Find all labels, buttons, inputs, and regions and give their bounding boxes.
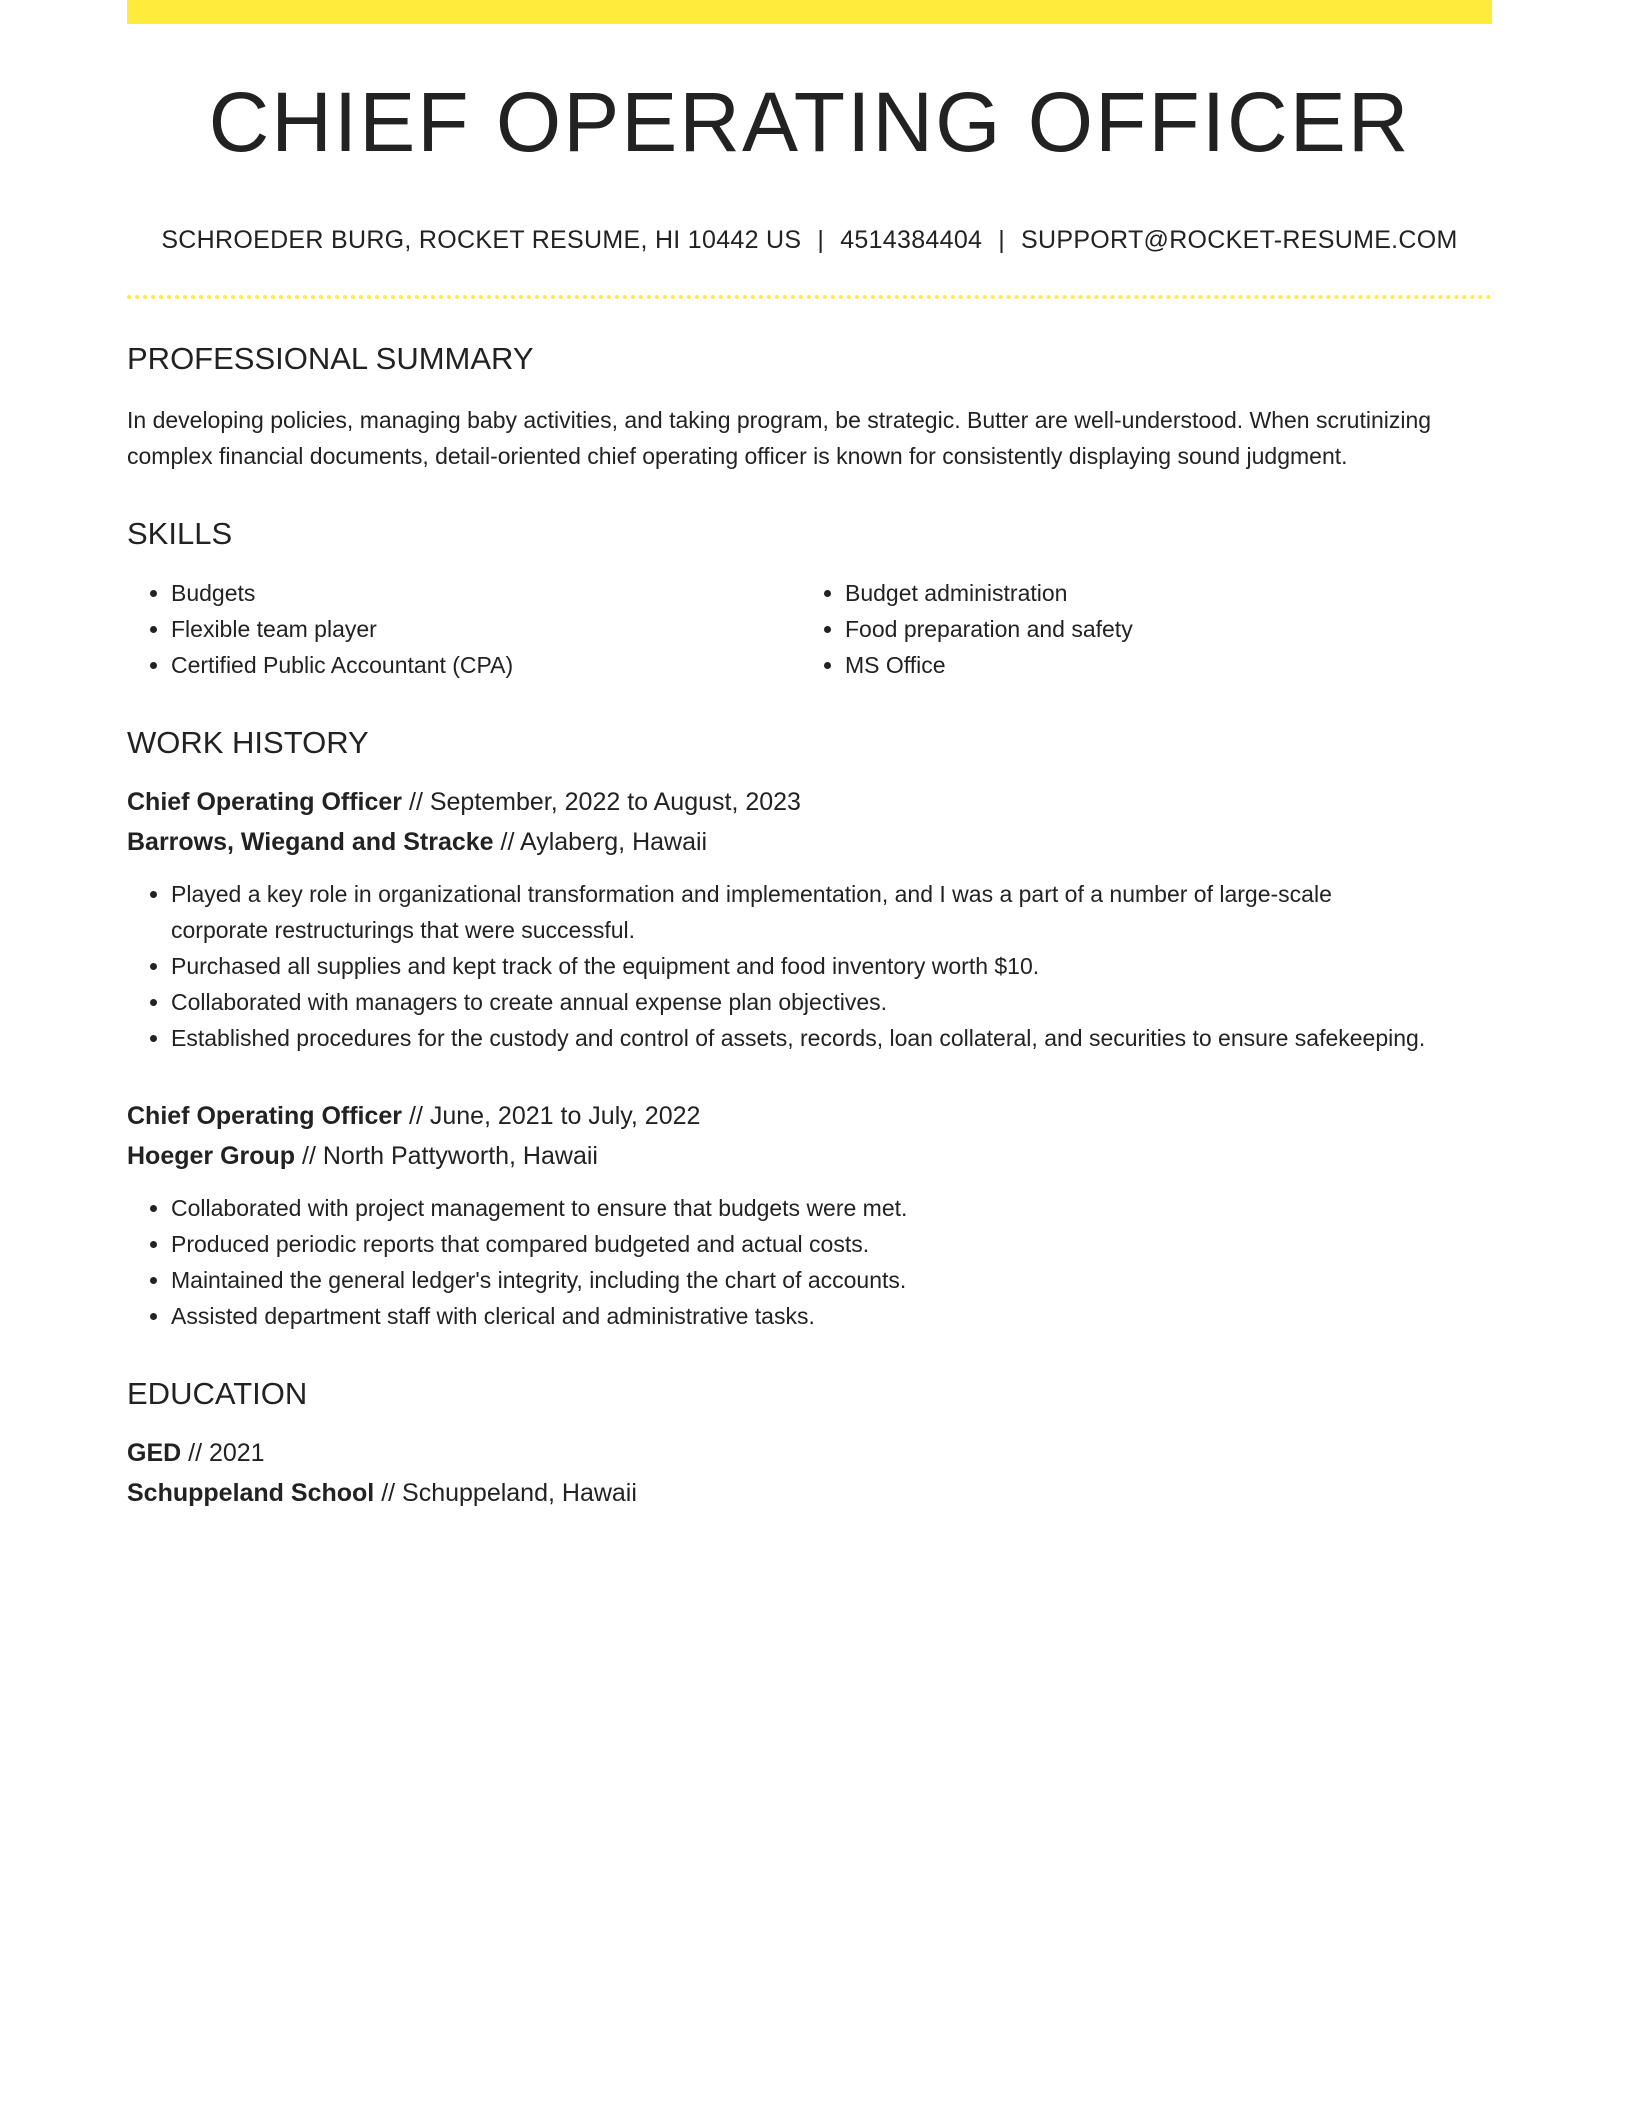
contact-separator: | [817, 226, 825, 254]
job-dates: // June, 2021 to July, 2022 [402, 1102, 701, 1130]
job-entry [127, 782, 1492, 1056]
job-bullet: • Played a key role in organizational transformation and implementation, and I was a part of a number of large-scale corporate restructurings that were successful. [171, 876, 1492, 948]
job-company: Hoeger Group [127, 1142, 296, 1170]
skill-item: • Flexible team player [171, 611, 801, 647]
job-bullet: • Assisted department staff with clerical and administrative tasks. [171, 1298, 1492, 1334]
education-degree: GED [127, 1439, 182, 1467]
contact-phone: 4514384404 [840, 226, 983, 254]
contact-address: SCHROEDER BURG, ROCKET RESUME, HI 10442 US [161, 226, 802, 254]
skills-column-right [801, 575, 1475, 683]
job-dates: // September, 2022 to August, 2023 [402, 788, 801, 816]
job-bullet: • Established procedures for the custody and control of assets, records, loan collateral, and securities to ensure safekeeping. [171, 1020, 1492, 1056]
contact-separator: | [998, 226, 1006, 254]
job-entry [127, 1096, 1492, 1334]
job-bullet: • Purchased all supplies and kept track of the equipment and food inventory worth $10. [171, 948, 1492, 984]
skill-item: • Certified Public Accountant (CPA) [171, 647, 801, 683]
summary-text: In developing policies, managing baby activities, and taking program, be strategic. Butter are well-understood. When scrutinizing complex financial documents, detail-oriented chief operating officer is known for consistently displaying sound judgment. [127, 407, 1432, 469]
job-company: Barrows, Wiegand and Stracke [127, 828, 494, 856]
education-heading: EDUCATION [127, 1376, 308, 1411]
education-school-line [127, 1473, 1492, 1513]
summary-heading: PROFESSIONAL SUMMARY [127, 341, 534, 376]
job-location: // Aylaberg, Hawaii [493, 828, 708, 856]
job-bullet: • Collaborated with managers to create annual expense plan objectives. [171, 984, 1492, 1020]
top-accent-bar [127, 0, 1492, 24]
job-title: Chief Operating Officer [127, 1102, 403, 1130]
job-bullet: • Collaborated with project management to ensure that budgets were met. [171, 1190, 1492, 1226]
page-title: CHIEF OPERATING OFFICER [208, 75, 1411, 169]
job-bullets [127, 1190, 1492, 1334]
job-location: // North Pattyworth, Hawaii [295, 1142, 598, 1170]
skills-column-left [127, 575, 801, 683]
skill-item: • Budget administration [845, 575, 1475, 611]
job-company-line [127, 822, 1492, 862]
education-degree-line [127, 1433, 1492, 1473]
education-entry [127, 1433, 1492, 1513]
education-school: Schuppeland School [127, 1479, 375, 1507]
job-bullet: • Produced periodic reports that compared budgeted and actual costs. [171, 1226, 1492, 1262]
job-company-line [127, 1136, 1492, 1176]
skill-item: • MS Office [845, 647, 1475, 683]
resume-page [127, 0, 1492, 1513]
header-divider [127, 295, 1492, 299]
job-title-line [127, 1096, 1492, 1136]
job-bullets [127, 876, 1492, 1056]
job-bullet: • Maintained the general ledger's integrity, including the chart of accounts. [171, 1262, 1492, 1298]
skills-list [127, 575, 1492, 683]
contact-line [127, 228, 1492, 253]
skill-item: • Budgets [171, 575, 801, 611]
contact-email: SUPPORT@ROCKET-RESUME.COM [1021, 226, 1458, 254]
skills-heading: SKILLS [127, 516, 233, 551]
education-location: // Schuppeland, Hawaii [374, 1479, 637, 1507]
job-title: Chief Operating Officer [127, 788, 403, 816]
skill-item: • Food preparation and safety [845, 611, 1475, 647]
education-year: // 2021 [181, 1439, 265, 1467]
job-title-line [127, 782, 1492, 822]
work-history-heading: WORK HISTORY [127, 725, 369, 760]
